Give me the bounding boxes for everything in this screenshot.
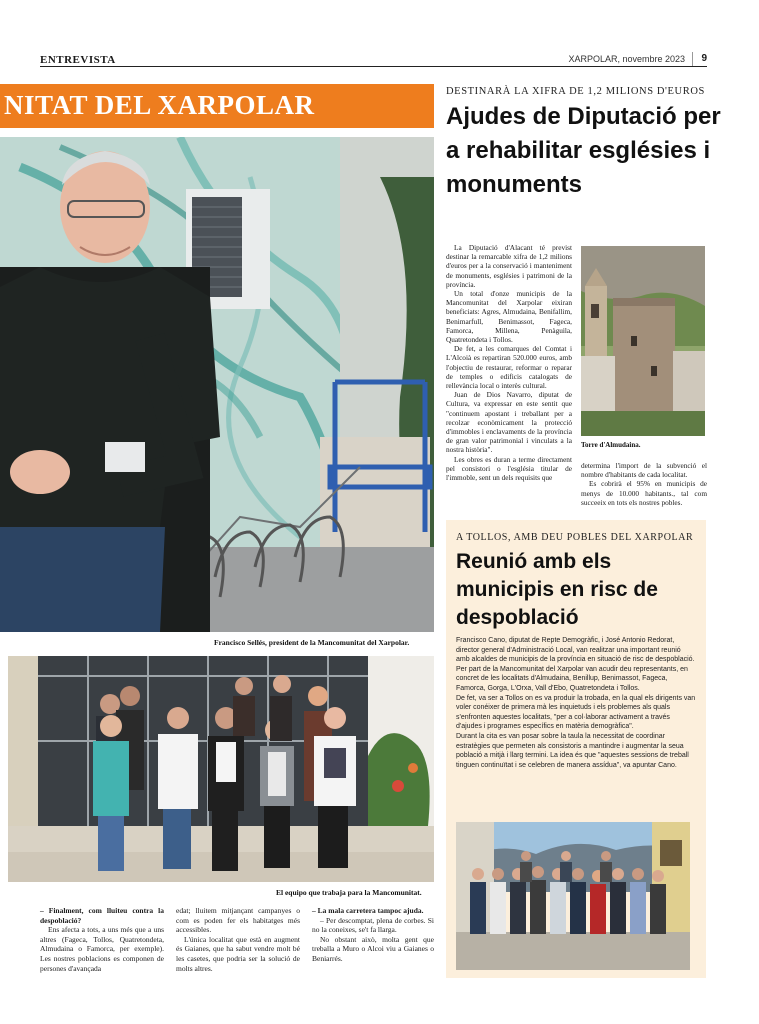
box-paragraph-4: Durant la cita es van posar sobre la taula la necessitat de coordinar estratègies que permeten als consistoris a mantindre i augmentar la seua població a mitjà i llarg termini. La idea és que "aquestes sessions de treball tinguen continuïtat i se celebren de manera assídua", va apuntar Cano. <box>456 732 689 769</box>
article-column-1 <box>446 243 572 482</box>
interview-column-3 <box>312 906 434 964</box>
article-paragraph-6: determina l'import de la subvenció el nombre d'habitants de cada localitat. <box>581 461 707 480</box>
article-paragraph-1: La Diputació d'Alacant té previst destinar la remarcable xifra de 1,2 milions d'euros per a la conservació i manteniment de monuments, esglésies i patrimoni de la província. <box>446 243 572 289</box>
team-photo-caption: El equipo que trabaja para la Mancomunitat. <box>276 888 422 897</box>
meeting-photo <box>456 822 690 970</box>
article-paragraph-7: Es cobrirà el 95% en municipis de menys de 10.000 habitants., tal com succeeix en tots els nostres pobles. <box>581 479 707 507</box>
interview-column-2 <box>176 906 300 973</box>
president-photo <box>0 137 434 632</box>
tower-photo-caption: Torre d'Almudaina. <box>581 441 641 449</box>
header-rule <box>40 66 707 67</box>
president-photo-caption: Francisco Sellés, president de la Mancomunitat del Xarpolar. <box>214 638 410 647</box>
interview-answer-2b: L'única localitat que està en augment és Gaianes, que ha sabut vendre molt bé les casetes, que podria ser la solució de molts altres. <box>176 934 300 973</box>
box-headline: Reunió amb els municipis en risc de despoblació <box>456 550 658 629</box>
box-paragraph-3: De fet, va ser a Tollos on es va produir la trobada, en la qual els dirigents van voler conéixer de primera mà les inquietuds i els problemes als quals s'enfronten aquestes localitats, "per a col·laborar activament a través d'ajudes i programes específics en matèria demogràfica". <box>456 694 696 731</box>
interview-answer-1: Ens afecta a tots, a uns més que a uns altres (Fageca, Tollos, Quatretondeta, Almudaina o Famorca, per exemple). Les nostres poblacions es componen de persones d'avançada <box>40 925 164 973</box>
interview-answer-3b: No obstant això, molta gent que treballa a Muro o Alcoi viu a Gaianes o Beniarrés. <box>312 934 434 963</box>
article-banner <box>0 84 434 128</box>
section-label: ENTREVISTA <box>40 54 116 66</box>
box-paragraph-2: Per part de la Mancomunitat del Xarpolar van acudir deu representants, en concret de les localitats d'Almudaina, Benillup, Benimassot, Fageca, Famorca, Gorga, L'Orxa, Vall d'Ebo, Quatretondeta i Tollos. <box>456 665 688 692</box>
article-paragraph-4: Juan de Dios Navarro, diputat de Cultura, va expressar en este sentit que "continuem apostant i treballant per a recolzar econòmicament la protecció d'immobles i enclavaments de la província de gran valor patrimonial i vinculats a la nostra història". <box>446 390 572 455</box>
header-separator <box>692 52 693 66</box>
banner-title: NITAT DEL XARPOLAR <box>4 90 315 120</box>
team-photo <box>8 656 434 882</box>
publication-date: XARPOLAR, novembre 2023 <box>568 54 685 64</box>
interview-column-1 <box>40 906 164 973</box>
article-paragraph-5: Les obres es duran a terme directament pel consistori o l'església titular de l'immoble, sent un dels requisits que <box>446 454 572 483</box>
article-kicker: DESTINARÀ LA XIFRA DE 1,2 MILIONS D'EUROS <box>446 86 705 97</box>
article-column-2 <box>581 461 707 507</box>
article-paragraph-2: Un total d'onze municipis de la Mancomunitat del Xarpolar eixiran beneficiats: Agres, Almudaina, Benifallim, Benimarfull, Benimassot, Fageca, Famorca, Millena, Penàguila, Quatretondeta i Tollos. <box>446 289 572 345</box>
interview-question-2: – La mala carretera tampoc ajuda. <box>312 906 424 915</box>
interview-answer-2a: edat; lluitem mitjançant campanyes o com es poden fer els habitatges més accessibles. <box>176 906 300 935</box>
article-paragraph-3: De fet, a les comarques del Comtat i L'Alcoià es repartiran 520.000 euros, amb l'objectiu de restaurar, reformar o reparar de temples o edificis catalogats de rellevància local o interès cultural. <box>446 344 572 391</box>
box-body <box>456 636 696 770</box>
article-headline: Ajudes de Diputació per a rehabilitar esglésies i monuments <box>446 103 721 198</box>
box-kicker: A TOLLOS, AMB DEU POBLES DEL XARPOLAR <box>456 532 694 543</box>
box-paragraph-1: Francisco Cano, diputat de Repte Demogràfic, i José Antonio Redorat, director general d'Administració Local, van realitzar una important reunió amb alcaldes de municipis de la província en situació de risc de despoblació. <box>456 637 695 664</box>
tower-photo <box>581 246 705 436</box>
page-number: 9 <box>701 53 707 64</box>
interview-answer-3a: – Per descomptat, plena de corbes. Si no la coneixes, se't fa llarga. <box>312 915 434 935</box>
interview-question-1: – Finalment, com lluiteu contra la despoblació? <box>40 906 164 925</box>
